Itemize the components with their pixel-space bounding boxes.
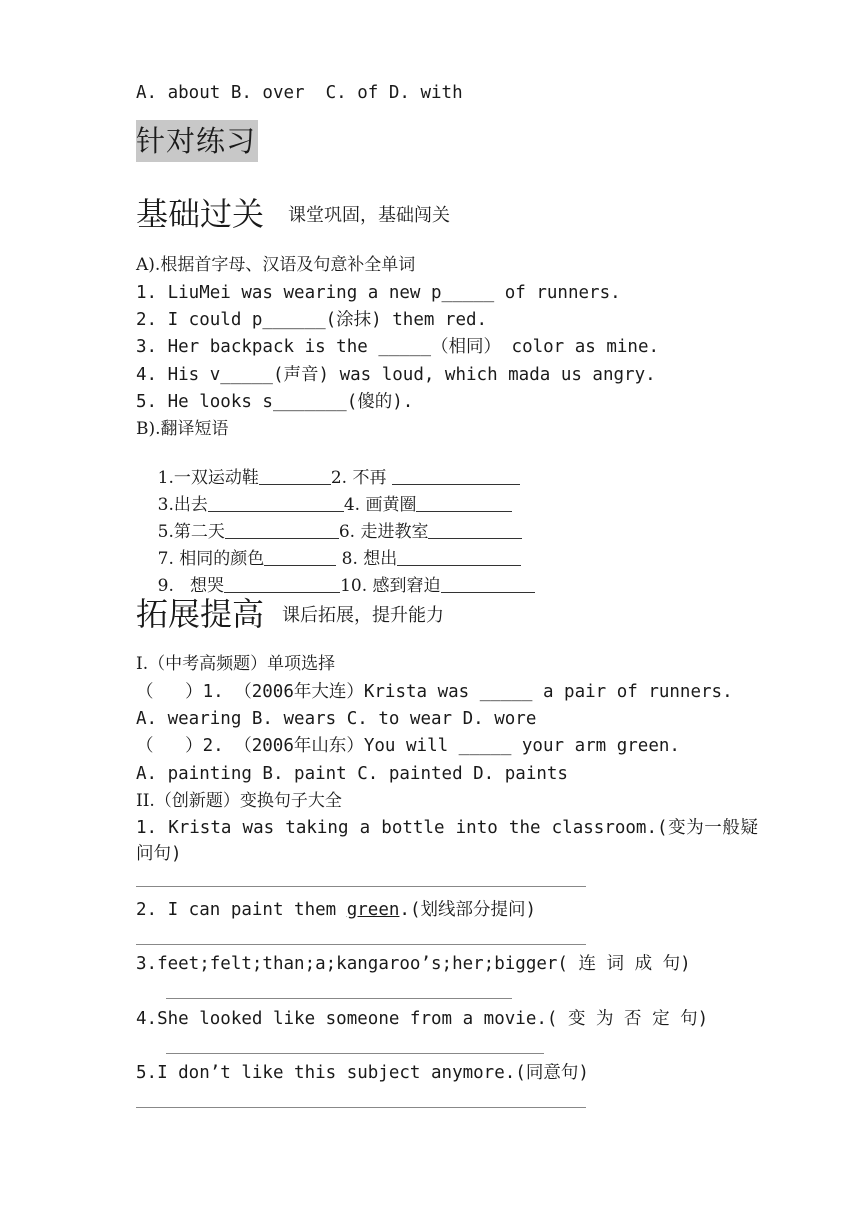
phrase-7: 7. 相同的颜色 bbox=[157, 549, 265, 569]
phrase-2: 2. 不再 bbox=[330, 468, 387, 488]
section-extend-heading bbox=[136, 594, 444, 636]
section-basic-subtitle: 课堂巩固，基础闯关 bbox=[288, 205, 451, 226]
section-extend-title: 拓展提高 bbox=[136, 595, 265, 633]
answer-blank bbox=[224, 576, 340, 593]
part-ii-sentence-3: 3.feet;felt;than;a;kangaroo’s;her;bigger( 连 词 成 句) bbox=[136, 954, 691, 974]
part-i-options-2: A. painting B. paint C. painted D. paints bbox=[136, 764, 568, 784]
part-a-title: A).根据首字母、汉语及句意补全单词 bbox=[136, 255, 416, 275]
answer-line bbox=[166, 998, 512, 999]
section-basic-heading bbox=[136, 194, 450, 236]
answer-line bbox=[136, 944, 586, 945]
part-a-item-5: 5. He looks s_______(傻的). bbox=[136, 392, 414, 412]
answer-line bbox=[166, 1053, 544, 1054]
answer-blank bbox=[441, 576, 535, 593]
answer-line bbox=[136, 1107, 586, 1108]
underlined-word: green bbox=[346, 900, 400, 920]
part-i-question-2: （ ）2. （2006年山东）You will _____ your arm green. bbox=[136, 736, 680, 756]
phrase-1: 1.一双运动鞋 bbox=[157, 468, 259, 488]
section-extend-subtitle: 课后拓展，提升能力 bbox=[282, 605, 445, 626]
phrase-3: 3.出去 bbox=[157, 495, 208, 515]
phrase-10: 10. 感到窘迫 bbox=[340, 576, 441, 596]
part-a-item-2: 2. I could p______(涂抹) them red. bbox=[136, 310, 488, 330]
phrase-5: 5.第二天 bbox=[157, 522, 225, 542]
phrase-4: 4. 画黄圈 bbox=[343, 495, 417, 515]
sentence-2-text: 2. I can paint them bbox=[136, 900, 347, 920]
top-options: A. about B. over C. of D. with bbox=[136, 83, 463, 103]
part-ii-sentence-1: 1. Krista was taking a bottle into the classroom.(变为一般疑问句) bbox=[136, 818, 758, 864]
sentence-2-instruction: .(划线部分提问) bbox=[399, 900, 537, 920]
section-basic-title: 基础过关 bbox=[136, 195, 265, 233]
practice-banner: 针对练习 bbox=[136, 120, 258, 162]
part-ii-sentence-2 bbox=[136, 899, 536, 921]
part-ii-sentence-5: 5.I don’t like this subject anymore.(同意句) bbox=[136, 1063, 589, 1083]
phrase-6: 6. 走进教室 bbox=[338, 522, 429, 542]
phrase-8: 8. 想出 bbox=[336, 549, 398, 569]
part-ii-sentence-4: 4.She looked like someone from a movie.( 变 为 否 定 句) bbox=[136, 1009, 709, 1029]
part-i-question-1: （ ）1. （2006年大连）Krista was _____ a pair of runners. bbox=[136, 682, 733, 702]
phrase-9: 9. 想哭 bbox=[157, 576, 225, 596]
part-i-options-1: A. wearing B. wears C. to wear D. wore bbox=[136, 709, 537, 729]
part-a-item-4: 4. His v_____(声音) was loud, which mada us angry. bbox=[136, 365, 656, 385]
part-i-title: Ⅰ.（中考高频题）单项选择 bbox=[136, 654, 336, 674]
part-a-item-1: 1. LiuMei was wearing a new p_____ of runners. bbox=[136, 283, 621, 303]
answer-line bbox=[136, 886, 586, 887]
part-ii-title: II.（创新题）变换句子大全 bbox=[136, 791, 342, 811]
part-a-item-3: 3. Her backpack is the _____（相同） color as mine. bbox=[136, 337, 660, 357]
part-b-title: B).翻译短语 bbox=[136, 419, 229, 439]
